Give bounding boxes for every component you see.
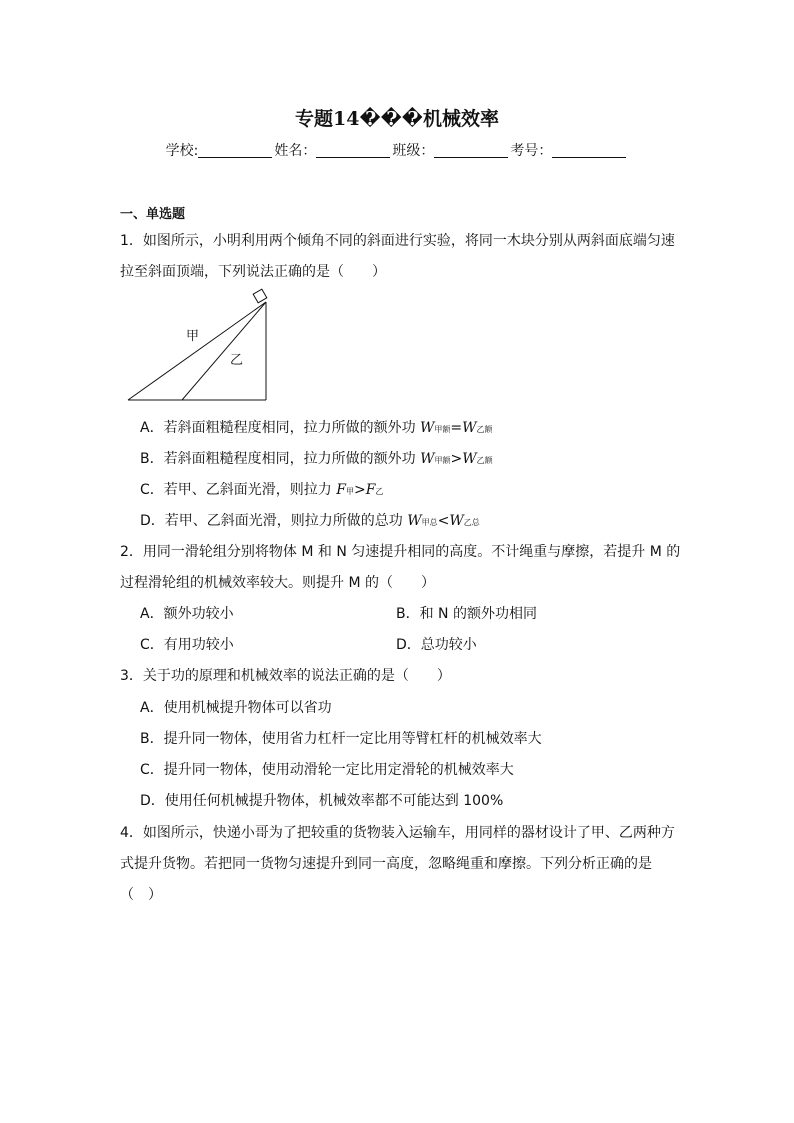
math-sub: 乙额 bbox=[476, 456, 493, 465]
q1-line1: 1．如图所示，小明利用两个倾角不同的斜面进行实验，将同一木块分别从两斜面底端匀速 bbox=[120, 233, 675, 249]
section-heading: 一、单选题 bbox=[120, 207, 186, 222]
school-blank bbox=[198, 143, 272, 158]
class-label: 班级： bbox=[392, 143, 435, 159]
math-var: W bbox=[462, 451, 477, 467]
q3-option-d[interactable]: D．使用任何机械提升物体，机械效率都不可能达到 100% bbox=[140, 793, 504, 809]
option-text: A．若斜面粗糙程度相同，拉力所做的额外功 bbox=[140, 420, 421, 436]
q3-option-c[interactable]: C．提升同一物体，使用动滑轮一定比用定滑轮的机械效率大 bbox=[140, 762, 514, 778]
id-blank bbox=[552, 143, 626, 158]
name-blank bbox=[316, 143, 390, 158]
option-text: D．若甲、乙斜面光滑，则拉力所做的总功 bbox=[140, 513, 408, 529]
q1-line2: 拉至斜面顶端，下列说法正确的是（ ） bbox=[120, 264, 386, 280]
math-var: W bbox=[420, 451, 435, 467]
math-sub: 甲额 bbox=[434, 425, 451, 434]
q2-option-a[interactable]: A．额外功较小 bbox=[140, 606, 234, 622]
math-op: = bbox=[450, 420, 463, 436]
q2-line1: 2．用同一滑轮组分别将物体 M 和 N 匀速提升相同的高度。不计绳重与摩擦，若提升 M 的 bbox=[120, 544, 681, 560]
q2-line2: 过程滑轮组的机械效率较大。则提升 M 的（ ） bbox=[120, 575, 435, 591]
incline-yi-line bbox=[182, 302, 266, 400]
q2-option-b[interactable]: B．和 N 的额外功相同 bbox=[396, 606, 537, 622]
q1-option-a[interactable] bbox=[140, 417, 493, 437]
math-sub: 乙总 bbox=[463, 518, 480, 527]
math-sub: 甲额 bbox=[434, 456, 451, 465]
q1-option-d[interactable] bbox=[140, 510, 480, 530]
school-label: 学校: bbox=[165, 143, 199, 159]
q3-option-b[interactable]: B．提升同一物体，使用省力杠杆一定比用等臂杠杆的机械效率大 bbox=[140, 731, 542, 747]
incline-figure bbox=[122, 288, 282, 406]
q4-line2: 式提升货物。若把同一货物匀速提升到同一高度，忽略绳重和摩擦。下列分析正确的是 bbox=[120, 856, 652, 872]
math-var: F bbox=[336, 482, 346, 498]
math-var: W bbox=[407, 513, 422, 529]
option-text: C．若甲、乙斜面光滑，则拉力 bbox=[140, 482, 337, 498]
q3-option-a[interactable]: A．使用机械提升物体可以省功 bbox=[140, 700, 332, 716]
id-label: 考号： bbox=[510, 143, 553, 159]
math-op: > bbox=[450, 451, 463, 467]
q4-line3: （ ） bbox=[120, 887, 162, 903]
label-yi: 乙 bbox=[230, 353, 244, 368]
math-var: W bbox=[462, 420, 477, 436]
q4-line1: 4．如图所示，快递小哥为了把较重的货物装入运输车，用同样的器材设计了甲、乙两种方 bbox=[120, 825, 675, 841]
math-sub: 乙额 bbox=[476, 425, 493, 434]
label-jia: 甲 bbox=[186, 329, 200, 344]
incline-jia-line bbox=[128, 302, 266, 400]
name-label: 姓名： bbox=[274, 143, 317, 159]
q3-line1: 3．关于功的原理和机械效率的说法正确的是（ ） bbox=[120, 668, 451, 684]
page-title: 专题14���机械效率 bbox=[295, 108, 499, 130]
math-op: > bbox=[353, 482, 366, 498]
q2-option-d[interactable]: D．总功较小 bbox=[396, 637, 477, 653]
student-info-line bbox=[0, 140, 794, 160]
math-sub: 甲总 bbox=[421, 518, 438, 527]
math-sub: 乙 bbox=[375, 487, 384, 496]
math-var: F bbox=[365, 482, 376, 498]
math-op: < bbox=[437, 513, 450, 529]
class-blank bbox=[434, 143, 508, 158]
q1-option-b[interactable] bbox=[140, 448, 493, 468]
q1-option-c[interactable] bbox=[140, 479, 383, 499]
math-var: W bbox=[449, 513, 464, 529]
option-text: B．若斜面粗糙程度相同，拉力所做的额外功 bbox=[140, 451, 421, 467]
math-sub: 甲 bbox=[345, 487, 354, 496]
q2-option-c[interactable]: C．有用功较小 bbox=[140, 637, 234, 653]
wood-block-icon bbox=[253, 289, 267, 303]
math-var: W bbox=[420, 420, 435, 436]
